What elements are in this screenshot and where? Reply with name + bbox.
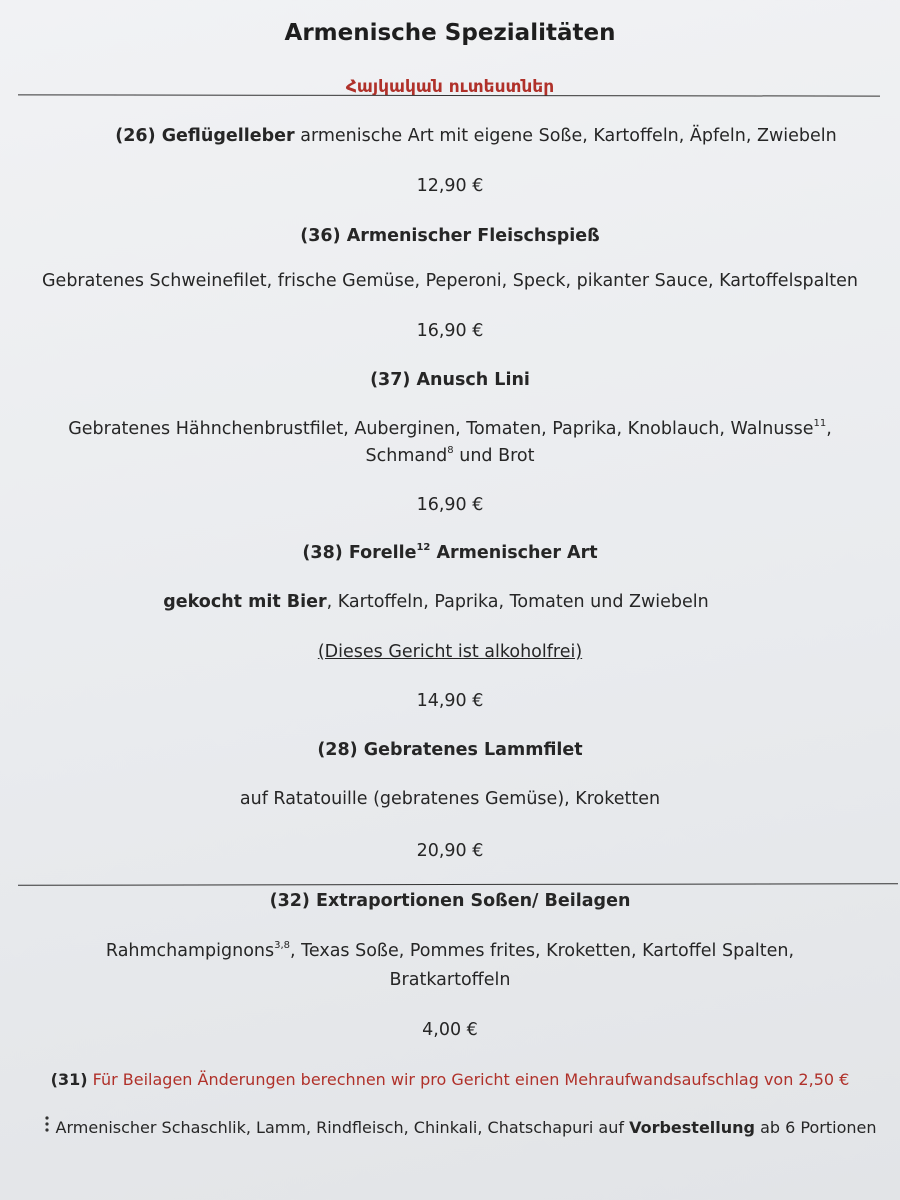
preorder-end: ab 6 Portionen: [755, 1118, 877, 1137]
divider-bottom: [18, 883, 898, 886]
note-31-text: Für Beilagen Änderungen berechnen wir pro Gericht einen Mehraufwandsaufschlag von 2,50 €: [87, 1070, 850, 1089]
dish-37-desc-line2: [0, 446, 900, 466]
dish-38-title: (38) Forelle: [302, 543, 417, 563]
dish-32-name: (32) Extraportionen Soßen/ Beilagen: [269, 891, 631, 911]
dish-36-price: 16,90 €: [416, 321, 484, 341]
dish-26-name: (26) Geflügelleber: [115, 126, 295, 146]
dish-37-schmand: Schmand: [365, 446, 448, 466]
dish-28-desc: auf Ratatouille (gebratenes Gemüse), Kroketten: [239, 789, 661, 809]
allergen-8: 8: [447, 445, 454, 456]
dish-38-desc: [0, 592, 886, 612]
armenian-subtitle: Հայկական ուտեստներ: [345, 77, 555, 97]
dots-icon: [44, 1115, 50, 1137]
dish-37-name: (37) Anusch Lini: [370, 370, 530, 390]
dish-38-price: 14,90 €: [416, 691, 484, 711]
dish-36-name: (36) Armenischer Fleischspieß: [300, 226, 600, 246]
note-31-num: (31): [50, 1070, 88, 1089]
dish-32-price: 4,00 €: [422, 1020, 478, 1040]
dish-32-desc-line2: Bratkartoffeln: [389, 970, 511, 990]
dish-38-note: (Dieses Gericht ist alkoholfrei): [317, 642, 583, 662]
note-31: [0, 1070, 900, 1089]
dish-32-desc-text: , Texas Soße, Pommes frites, Kroketten, Kartoffel Spalten,: [290, 941, 795, 961]
preorder-bold: Vorbestellung: [629, 1118, 755, 1137]
dish-28-name: (28) Gebratenes Lammfilet: [317, 740, 583, 760]
preorder-note: [10, 1115, 900, 1137]
dish-37-comma: ,: [826, 419, 832, 439]
allergen-12: 12: [416, 542, 431, 553]
dish-36-desc: Gebratenes Schweinefilet, frische Gemüse, Peperoni, Speck, pikanter Sauce, Kartoffelspalten: [42, 271, 858, 291]
allergen-11: 11: [813, 418, 827, 429]
dish-37-desc-text: Gebratenes Hähnchenbrustfilet, Auberginen, Tomaten, Paprika, Knoblauch, Walnusse: [68, 419, 814, 439]
preorder-text: Armenischer Schaschlik, Lamm, Rindfleisch, Chinkali, Chatschapuri auf: [55, 1118, 630, 1137]
dish-28-price: 20,90 €: [416, 841, 484, 861]
dish-32-rahm: Rahmchampignons: [105, 941, 275, 961]
dish-37-desc-line1: [0, 419, 900, 439]
dish-26-price: 12,90 €: [416, 176, 484, 196]
dish-32-desc-line1: [0, 941, 900, 961]
dish-26: [26, 126, 900, 146]
dish-38-desc-bold: gekocht mit Bier: [163, 592, 327, 612]
allergen-3-8: 3,8: [274, 940, 291, 951]
dish-38-name: [0, 543, 900, 563]
dish-26-desc: armenische Art mit eigene Soße, Kartoffeln, Äpfeln, Zwiebeln: [294, 126, 837, 146]
page-title: Armenische Spezialitäten: [284, 20, 616, 46]
dish-37-brot: und Brot: [453, 446, 535, 466]
dish-38-desc-text: , Kartoffeln, Paprika, Tomaten und Zwiebeln: [326, 592, 709, 612]
dish-37-price: 16,90 €: [416, 495, 484, 515]
dish-38-title-end: Armenischer Art: [430, 543, 598, 563]
